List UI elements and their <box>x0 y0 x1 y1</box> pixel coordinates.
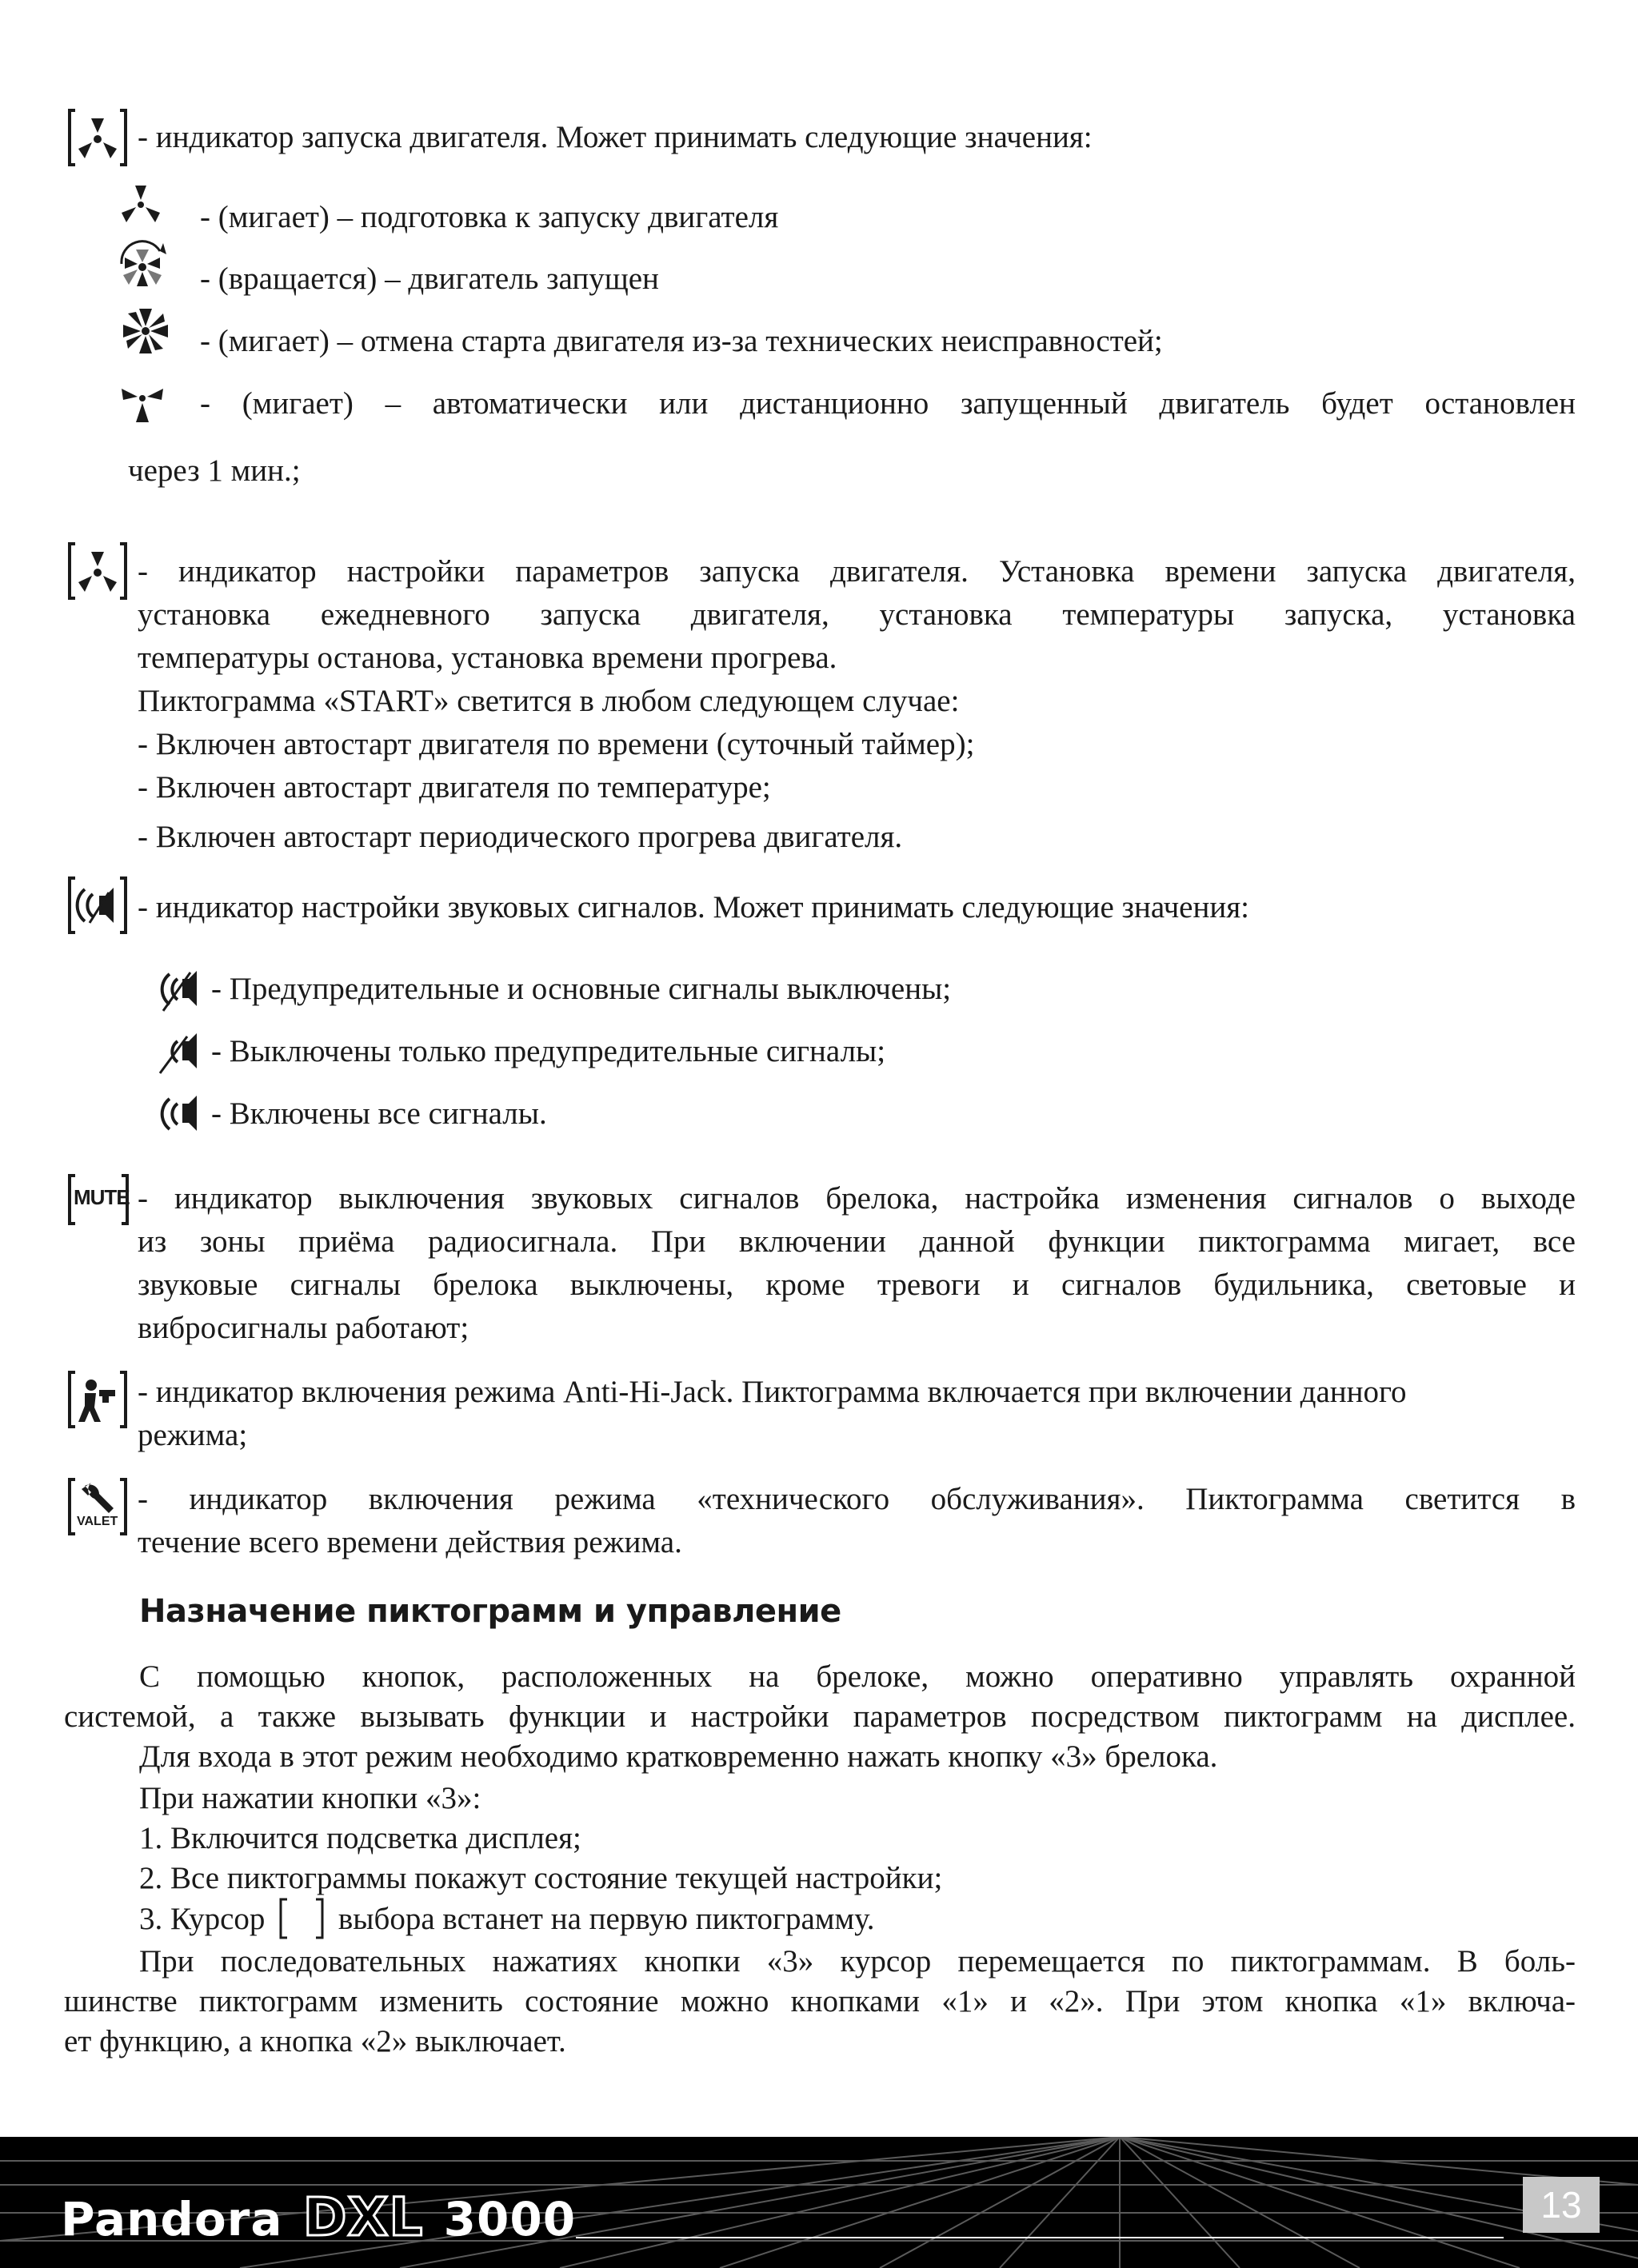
anti-hijack-line-2: режима; <box>138 1418 248 1452</box>
mute-line-4: вибросигналы работают; <box>138 1311 469 1345</box>
engine-state-4: - (мигает) – автоматически или дистанционно запущенный двигатель будет остановлен <box>200 386 1576 421</box>
cursor-bracket-icon <box>278 1897 326 1940</box>
fan-stop-icon <box>117 376 168 427</box>
body-list-3 <box>139 1897 875 1941</box>
sound-all-off-icon <box>155 966 206 1014</box>
brand-dxl: DXL <box>302 2186 424 2248</box>
engine-state-2: - (вращается) – двигатель запущен <box>200 262 659 296</box>
sound-state-2: - Выключены только предупредительные сигналы; <box>211 1034 886 1068</box>
section-heading: Назначение пиктограмм и управление <box>139 1593 841 1630</box>
body-p4-line-1: При последовательных нажатиях кнопки «3» курсор перемещается по пиктограммам. В боль- <box>139 1944 1576 1979</box>
engine-settings-line-1: - индикатор настройки параметров запуска двигателя. Установка времени запуска двигателя, <box>138 554 1576 589</box>
body-list-3-a: 3. Курсор <box>139 1902 266 1936</box>
mute-line-3: звуковые сигналы брелока выключены, кроме тревоги и сигналов будильника, световые и <box>138 1268 1576 1302</box>
valet-line-1: - индикатор включения режима «технического обслуживания». Пиктограмма светится в <box>138 1482 1576 1516</box>
valet-icon <box>67 1478 128 1535</box>
engine-settings-line-2: установка ежедневного запуска двигателя, установка температуры запуска, установка <box>138 597 1576 632</box>
fan-rotating-icon <box>110 240 174 291</box>
body-p1-line-2: системой, а также вызывать функции и настройки параметров посредством пиктограмм на дисплее. <box>64 1699 1576 1734</box>
engine-settings-icon <box>67 542 128 600</box>
valet-line-2: течение всего времени действия режима. <box>138 1525 682 1559</box>
body-p1-line-1: С помощью кнопок, расположенных на брелоке, можно оперативно управлять охранной <box>139 1659 1576 1694</box>
sound-intro: - индикатор настройки звуковых сигналов. Может принимать следующие значения: <box>138 890 1250 924</box>
mute-icon <box>67 1174 130 1225</box>
engine-settings-line-3: температуры останова, установка времени прогрева. <box>138 641 837 675</box>
anti-hijack-line-1: - индикатор включения режима Anti-Hi-Jack. Пиктограмма включается при включении данного <box>138 1375 1407 1409</box>
valet-icon-label: VALET <box>77 1515 118 1528</box>
engine-start-icon <box>67 109 128 166</box>
engine-settings-line-7: - Включен автостарт периодического прогрева двигателя. <box>138 820 903 854</box>
engine-state-4-cont: через 1 мин.; <box>128 453 301 488</box>
page-footer <box>0 2137 1638 2268</box>
body-p3: При нажатии кнопки «3»: <box>139 1781 481 1815</box>
body-list-1: 1. Включится подсветка дисплея; <box>139 1821 581 1855</box>
mute-line-1: - индикатор выключения звуковых сигналов брелока, настройка изменения сигналов о выходе <box>138 1181 1576 1216</box>
engine-settings-line-6: - Включен автостарт двигателя по температуре; <box>138 770 771 805</box>
brand-pandora: Pandora <box>61 2192 283 2246</box>
engine-start-intro: - индикатор запуска двигателя. Может принимать следующие значения: <box>138 120 1093 154</box>
engine-state-1: - (мигает) – подготовка к запуску двигателя <box>200 200 779 234</box>
body-list-3-b: выбора встанет на первую пиктограмму. <box>338 1902 875 1936</box>
engine-settings-line-5: - Включен автостарт двигателя по времени (суточный таймер); <box>138 727 975 761</box>
fan-full-icon <box>120 305 171 357</box>
mute-icon-label: MUTE <box>74 1185 130 1209</box>
sound-state-1: - Предупредительные и основные сигналы выключены; <box>211 972 952 1006</box>
anti-hijack-icon <box>67 1371 128 1428</box>
sound-settings-icon <box>67 876 128 934</box>
body-p2: Для входа в этот режим необходимо кратковременно нажать кнопку «3» брелока. <box>139 1739 1218 1774</box>
sound-warn-off-icon <box>155 1028 206 1076</box>
fan-blink-icon <box>117 181 165 229</box>
engine-state-3: - (мигает) – отмена старта двигателя из-за технических неисправностей; <box>200 324 1163 358</box>
body-p4-line-3: ет функцию, а кнопка «2» выключает. <box>64 2024 566 2058</box>
sound-all-on-icon <box>155 1091 206 1139</box>
mute-line-2: из зоны приёма радиосигнала. При включении данной функции пиктограмма мигает, все <box>138 1224 1576 1259</box>
brand-3000: 3000 <box>443 2192 577 2246</box>
sound-state-3: - Включены все сигналы. <box>211 1096 547 1131</box>
body-p4-line-2: шинстве пиктограмм изменить состояние можно кнопками «1» и «2». При этом кнопка «1» включа- <box>64 1984 1576 2018</box>
footer-brand <box>61 2186 576 2248</box>
body-list-2: 2. Все пиктограммы покажут состояние текущей настройки; <box>139 1861 943 1895</box>
page-number: 13 <box>1523 2177 1600 2233</box>
engine-settings-line-4: Пиктограмма «START» светится в любом следующем случае: <box>138 684 960 718</box>
